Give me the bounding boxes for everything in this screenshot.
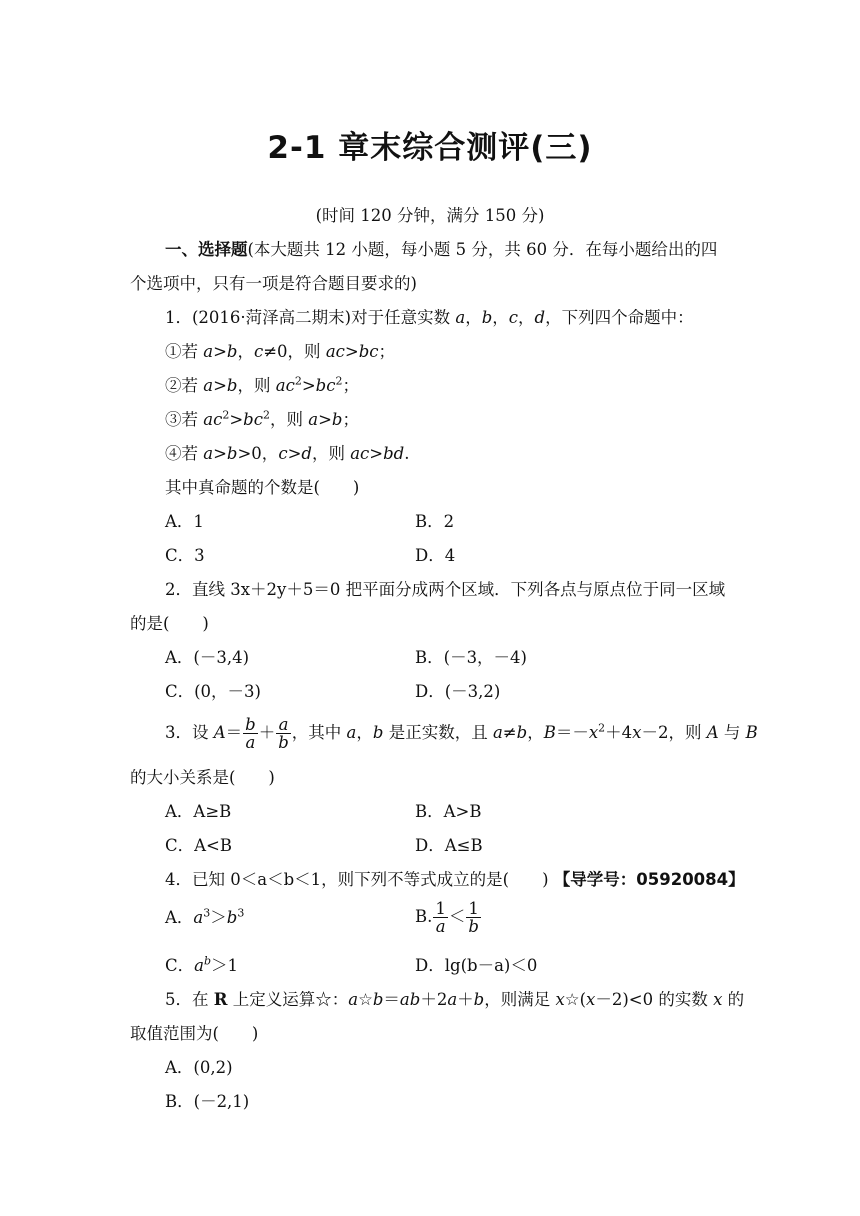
q3-option-a: A．A≥B <box>165 802 232 821</box>
q1-option-a: A．1 <box>165 512 204 531</box>
guide-reference-number: 【导学号：05920084】 <box>553 870 745 889</box>
q5-option-a: A．(0,2) <box>165 1058 233 1077</box>
fraction-1-over-b: $\frac{1}{b}$ <box>468 899 479 936</box>
q4-option-c: C．$a^b>1$ <box>165 954 239 975</box>
fraction-a-over-b: $\frac{a}{b}$ <box>278 715 289 752</box>
question-2-line2: 的是( ) <box>130 614 209 633</box>
q3-option-c: C．A<B <box>165 836 232 855</box>
q4-option-d: D．lg(b－a)＜0 <box>415 956 538 975</box>
fraction-b-over-a: $\frac{b}{a}$ <box>245 715 256 752</box>
q3-option-b: B．A>B <box>415 802 482 821</box>
question-5-line2: 取值范围为( ) <box>130 1024 259 1043</box>
exam-time-note: (时间 120 分钟，满分 150 分) <box>315 206 545 225</box>
q3-option-d: D．A≤B <box>415 836 483 855</box>
q2-option-a: A．(－3,4) <box>165 648 250 667</box>
q1-option-d: D．4 <box>415 546 456 565</box>
question-3-line2: 的大小关系是( ) <box>130 768 275 787</box>
q2-option-d: D．(－3,2) <box>415 682 501 701</box>
q1-option-c: C．3 <box>165 546 205 565</box>
proposition-3: ③若 $ac^2>bc^2$，则 a>b； <box>165 408 359 429</box>
question-2-line1: 2．直线 3x＋2y＋5＝0 把平面分成两个区域．下列各点与原点位于同一区域 <box>165 580 726 599</box>
section-heading: 一、选择题 <box>165 240 248 259</box>
question-1-stem: 1．(2016·菏泽高二期末)对于任意实数 a，b，c，d，下列四个命题中： <box>165 308 694 327</box>
q5-option-b: B．(－2,1) <box>165 1092 250 1111</box>
proposition-4: ④若 a>b>0，c>d，则 ac>bd. <box>165 444 410 463</box>
question-4-stem: 4．已知 0＜a＜b＜1，则下列不等式成立的是( ) 【导学号：05920084】 <box>165 870 745 889</box>
q4-option-a: A．$a^3>b^3$ <box>165 906 245 927</box>
fraction-1-over-a: $\frac{1}{a}$ <box>435 899 446 936</box>
q4-option-b: B. $\frac{1}{a}$ ＜ $\frac{1}{b}$ <box>415 899 479 936</box>
q2-option-b: B．(－3，－4) <box>415 648 527 667</box>
question-5-line1: 5．在 R 上定义运算☆：a☆b＝ab＋2a＋b，则满足 x☆(x－2)<0 的实数 x 的 <box>165 990 745 1009</box>
q1-option-b: B．2 <box>415 512 455 531</box>
question-source: (2016·菏泽高二期末) <box>192 308 352 327</box>
proposition-2: ②若 a>b，则 $ac^2>bc^2$； <box>165 374 359 395</box>
section-intro-line2: 个选项中，只有一项是符合题目要求的) <box>130 274 417 293</box>
proposition-1: ①若 a>b，c≠0，则 ac>bc； <box>165 342 396 361</box>
page-title: 2-1 章末综合测评(三) <box>267 130 593 166</box>
question-3-line1: 3．设 A＝ $\frac{b}{a}$ ＋ $\frac{a}{b}$ ，其中 a，b 是正实数，且 a≠b，$B=-x^2+4x-2$，则 A 与 B <box>165 715 758 752</box>
q2-option-c: C．(0，－3) <box>165 682 261 701</box>
question-1-prompt: 其中真命题的个数是( ) <box>165 478 360 497</box>
section-intro-line1: 一、选择题(本大题共 12 小题，每小题 5 分，共 60 分．在每小题给出的四 <box>165 240 718 259</box>
